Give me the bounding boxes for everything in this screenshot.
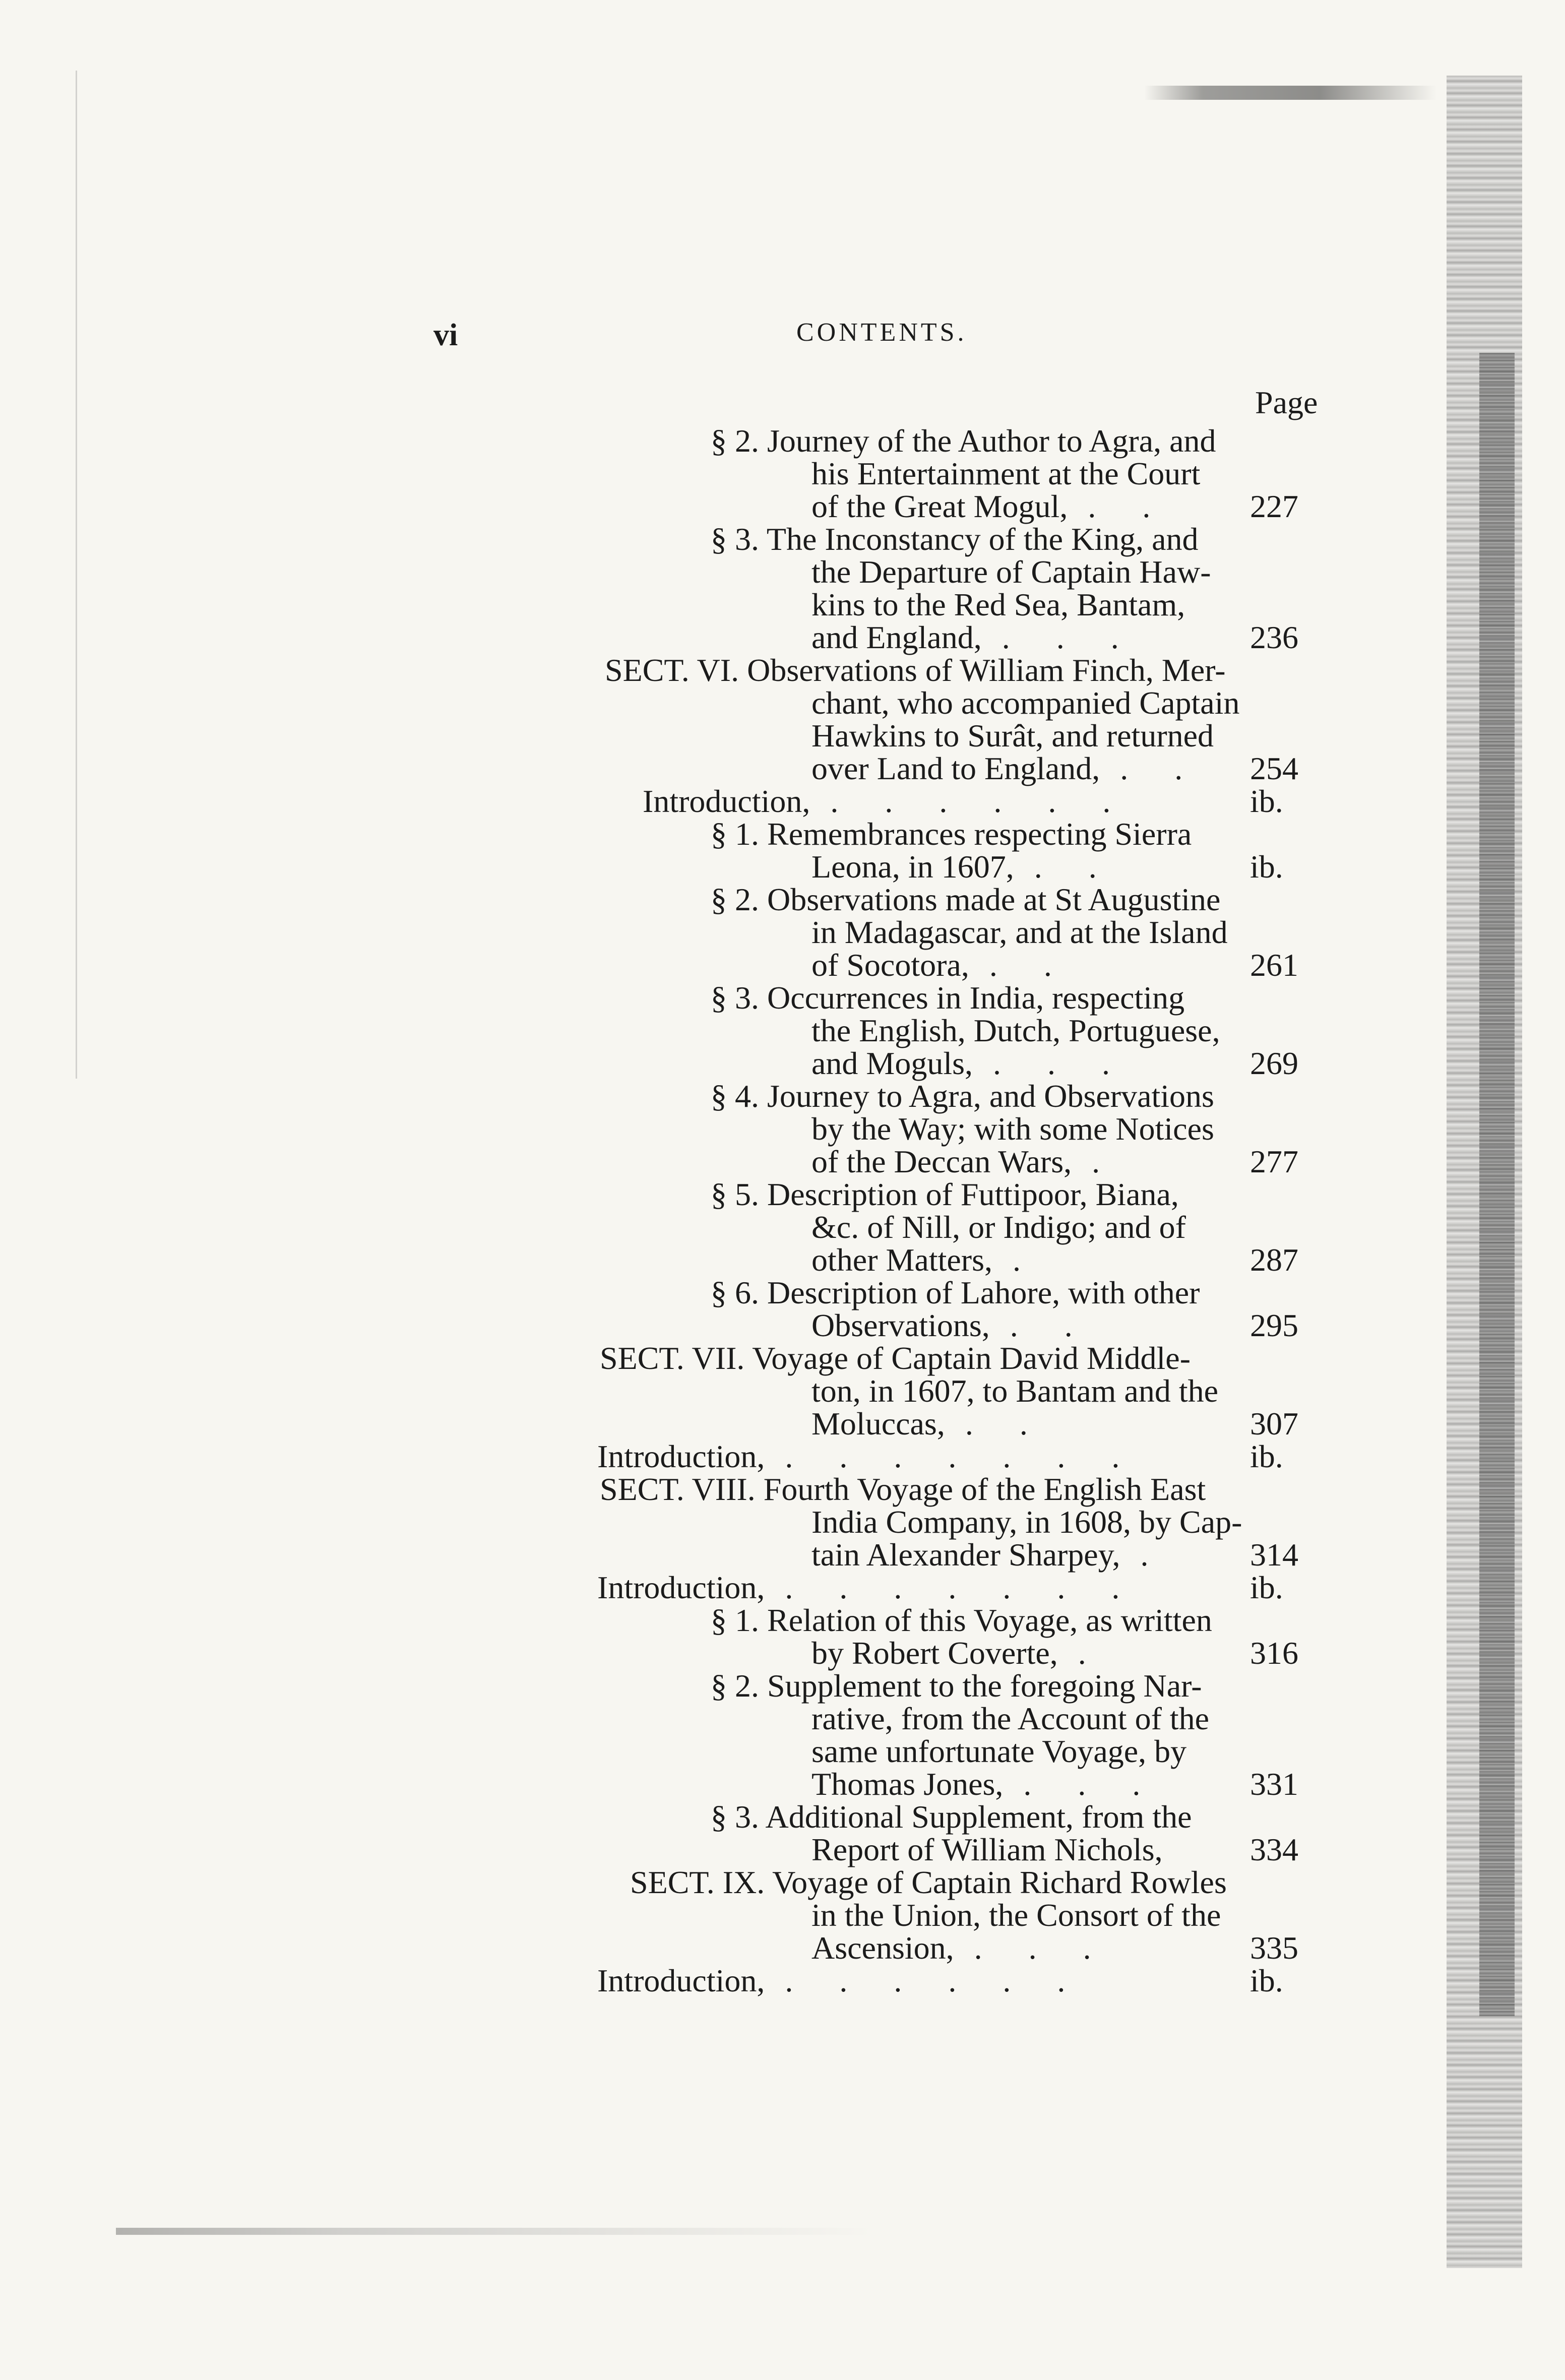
toc-page-number: ib. xyxy=(1250,783,1283,819)
toc-entry-continuation xyxy=(811,1211,1186,1244)
toc-text: § 2. Observations made at St Augustine xyxy=(711,882,1221,917)
toc-text: tain Alexander Sharpey, xyxy=(811,1537,1120,1573)
toc-text: § 6. Description of Lahore, with other xyxy=(711,1275,1200,1310)
toc-entry-title xyxy=(711,523,1198,556)
toc-entry-title xyxy=(597,1571,1139,1604)
toc-text: ton, in 1607, to Bantam and the xyxy=(811,1373,1218,1409)
toc-page-number: ib. xyxy=(1250,1570,1283,1605)
dot-leader: . . . xyxy=(974,1930,1110,1966)
toc-text: same unfortunate Voyage, by xyxy=(811,1733,1187,1769)
toc-entry-continuation xyxy=(811,949,1071,982)
toc-entry-title xyxy=(711,1178,1179,1211)
toc-entry-title xyxy=(711,424,1216,458)
page-header xyxy=(0,318,1565,363)
toc-entry-continuation xyxy=(811,686,1239,720)
dot-leader: . . . . . . xyxy=(785,1963,1085,1998)
toc-text: of the Great Mogul, xyxy=(811,488,1068,524)
toc-entry-continuation xyxy=(811,719,1214,753)
toc-text: § 3. Additional Supplement, from the xyxy=(711,1799,1192,1835)
dot-leader: . . . . . . . xyxy=(785,1438,1139,1474)
toc-entry-continuation xyxy=(811,490,1169,523)
toc-entry-continuation xyxy=(811,1833,1163,1866)
toc-entry-continuation xyxy=(811,1506,1242,1539)
bottom-smudge xyxy=(116,2228,872,2235)
toc-entry-continuation xyxy=(811,1538,1168,1572)
toc-entry-continuation xyxy=(811,752,1202,785)
top-smudge xyxy=(1144,86,1436,100)
toc-page-number: ib. xyxy=(1250,1963,1283,1998)
toc-text: other Matters, xyxy=(811,1242,992,1278)
toc-entry-title xyxy=(605,654,1226,687)
dot-leader: . . xyxy=(1010,1307,1092,1343)
toc-text: over Land to England, xyxy=(811,750,1100,786)
toc-text: Observations, xyxy=(811,1307,990,1343)
toc-text: chant, who accompanied Captain xyxy=(811,685,1240,721)
toc-text: Introduction, xyxy=(643,783,810,819)
toc-text: § 2. Journey of the Author to Agra, and xyxy=(711,423,1216,459)
toc-text: of Socotora, xyxy=(811,947,969,983)
toc-entry-continuation xyxy=(811,457,1200,490)
toc-page-number: 316 xyxy=(1250,1635,1298,1671)
left-binding-line xyxy=(76,71,77,1079)
dot-leader: . . . . . . . xyxy=(785,1570,1139,1605)
toc-text: SECT. VI. Observations of William Finch, Mer- xyxy=(605,652,1226,688)
dot-leader: . . xyxy=(1034,849,1116,885)
toc-entry-continuation xyxy=(811,1931,1110,1965)
toc-entry-title xyxy=(711,1080,1214,1113)
toc-text: Thomas Jones, xyxy=(811,1766,1004,1802)
dot-leader: . . . xyxy=(993,1045,1129,1081)
toc-entry-title xyxy=(711,1276,1200,1309)
toc-entry-continuation xyxy=(811,1309,1092,1342)
toc-text: of the Deccan Wars, xyxy=(811,1144,1072,1179)
dot-leader: . . . xyxy=(1001,619,1138,655)
toc-entry-title xyxy=(711,883,1220,916)
toc-entry-title xyxy=(643,785,1130,818)
toc-entry-continuation xyxy=(811,1407,1047,1440)
toc-entry-continuation xyxy=(811,1637,1105,1670)
toc-text: § 2. Supplement to the foregoing Nar- xyxy=(711,1668,1202,1704)
toc-text: and England, xyxy=(811,619,982,655)
toc-text: Moluccas, xyxy=(811,1406,945,1442)
dot-leader: . . . . . . xyxy=(830,783,1130,819)
toc-entry-title xyxy=(711,1800,1192,1834)
toc-entry-continuation xyxy=(811,1145,1119,1178)
toc-entry-continuation xyxy=(811,850,1116,884)
toc-text: Introduction, xyxy=(597,1570,765,1605)
toc-text: § 1. Relation of this Voyage, as written xyxy=(711,1602,1212,1638)
toc-entry-title xyxy=(600,1473,1206,1506)
toc-entry-continuation xyxy=(811,1243,1040,1277)
toc-text: § 3. The Inconstancy of the King, and xyxy=(711,521,1199,557)
toc-page-number: ib. xyxy=(1250,849,1283,885)
toc-entry-continuation xyxy=(811,1112,1214,1146)
toc-text: his Entertainment at the Court xyxy=(811,456,1201,491)
toc-text: by Robert Coverte, xyxy=(811,1635,1058,1671)
toc-text: in the Union, the Consort of the xyxy=(811,1897,1221,1933)
toc-text: § 3. Occurrences in India, respecting xyxy=(711,980,1185,1016)
toc-page-number: 314 xyxy=(1250,1537,1298,1573)
toc-text: § 4. Journey to Agra, and Observations xyxy=(711,1078,1214,1114)
dot-leader: . . xyxy=(965,1406,1047,1442)
toc-text: India Company, in 1608, by Cap- xyxy=(811,1504,1242,1540)
toc-text: rative, from the Account of the xyxy=(811,1701,1210,1736)
toc-page-number: 287 xyxy=(1250,1242,1298,1278)
toc-page-number: 335 xyxy=(1250,1930,1298,1966)
running-title: CONTENTS. xyxy=(796,318,967,347)
toc-text: &c. of Nill, or Indigo; and of xyxy=(811,1209,1186,1245)
toc-entry-continuation xyxy=(811,1014,1220,1047)
toc-page-number: 307 xyxy=(1250,1406,1298,1442)
toc-page-number: 269 xyxy=(1250,1045,1298,1081)
toc-entry-continuation xyxy=(811,1768,1159,1801)
dot-leader: . . xyxy=(1088,488,1170,524)
folio-number: vi xyxy=(433,318,458,352)
toc-text: Ascension, xyxy=(811,1930,954,1966)
toc-text: in Madagascar, and at the Island xyxy=(811,914,1228,950)
toc-page-number: ib. xyxy=(1250,1438,1283,1474)
toc-text: Leona, in 1607, xyxy=(811,849,1014,885)
dot-leader: . xyxy=(1092,1144,1119,1179)
toc-entry-title xyxy=(711,1669,1202,1703)
toc-page-number: 227 xyxy=(1250,488,1298,524)
toc-text: kins to the Red Sea, Bantam, xyxy=(811,587,1185,622)
toc-text: SECT. VII. Voyage of Captain David Middle- xyxy=(600,1340,1191,1376)
page-column-label: Page xyxy=(1255,385,1318,420)
toc-page-number: 254 xyxy=(1250,750,1298,786)
toc-entry-continuation xyxy=(811,588,1185,621)
toc-entry-continuation xyxy=(811,1735,1186,1768)
toc-entry-title xyxy=(711,981,1184,1015)
toc-entry-title xyxy=(597,1440,1139,1473)
dot-leader: . . . xyxy=(1023,1766,1160,1802)
toc-entry-title xyxy=(600,1342,1191,1375)
toc-text: the English, Dutch, Portuguese, xyxy=(811,1013,1220,1048)
toc-entry-continuation xyxy=(811,916,1228,949)
toc-entry-title xyxy=(711,1604,1212,1637)
toc-page-number: 236 xyxy=(1250,619,1298,655)
dot-leader: . . xyxy=(989,947,1071,983)
toc-entry-continuation xyxy=(811,1702,1209,1735)
toc-entry-title xyxy=(597,1964,1084,1997)
toc-text: § 5. Description of Futtipoor, Biana, xyxy=(711,1176,1179,1212)
toc-page-number: 334 xyxy=(1250,1832,1298,1867)
toc-entry-continuation xyxy=(811,1047,1129,1080)
dot-leader: . xyxy=(1140,1537,1168,1573)
toc-text: the Departure of Captain Haw- xyxy=(811,554,1211,590)
toc-page-number: 261 xyxy=(1250,947,1298,983)
dot-leader: . xyxy=(1013,1242,1040,1278)
toc-text: Introduction, xyxy=(597,1438,765,1474)
toc-text: Hawkins to Surât, and returned xyxy=(811,718,1214,754)
toc-text: Introduction, xyxy=(597,1963,765,1998)
toc-entry-continuation xyxy=(811,1374,1218,1408)
toc-entry-title xyxy=(630,1866,1227,1899)
toc-text: SECT. VIII. Fourth Voyage of the English East xyxy=(600,1471,1206,1507)
toc-entry-continuation xyxy=(811,1899,1221,1932)
toc-entry-title xyxy=(711,818,1192,851)
toc-page-number: 277 xyxy=(1250,1144,1298,1179)
toc-page-number: 295 xyxy=(1250,1307,1298,1343)
page-scan-edge-right-dark xyxy=(1479,353,1515,2016)
toc-text: SECT. IX. Voyage of Captain Richard Rowles xyxy=(630,1864,1227,1900)
toc-entry-continuation xyxy=(811,555,1211,589)
toc-page-number: 331 xyxy=(1250,1766,1298,1802)
toc-text: and Moguls, xyxy=(811,1045,973,1081)
toc-text: § 1. Remembrances respecting Sierra xyxy=(711,816,1192,852)
dot-leader: . . xyxy=(1120,750,1202,786)
toc-text: by the Way; with some Notices xyxy=(811,1111,1214,1147)
dot-leader: . xyxy=(1078,1635,1105,1671)
toc-entry-continuation xyxy=(811,621,1138,654)
toc-text: Report of William Nichols, xyxy=(811,1832,1163,1867)
